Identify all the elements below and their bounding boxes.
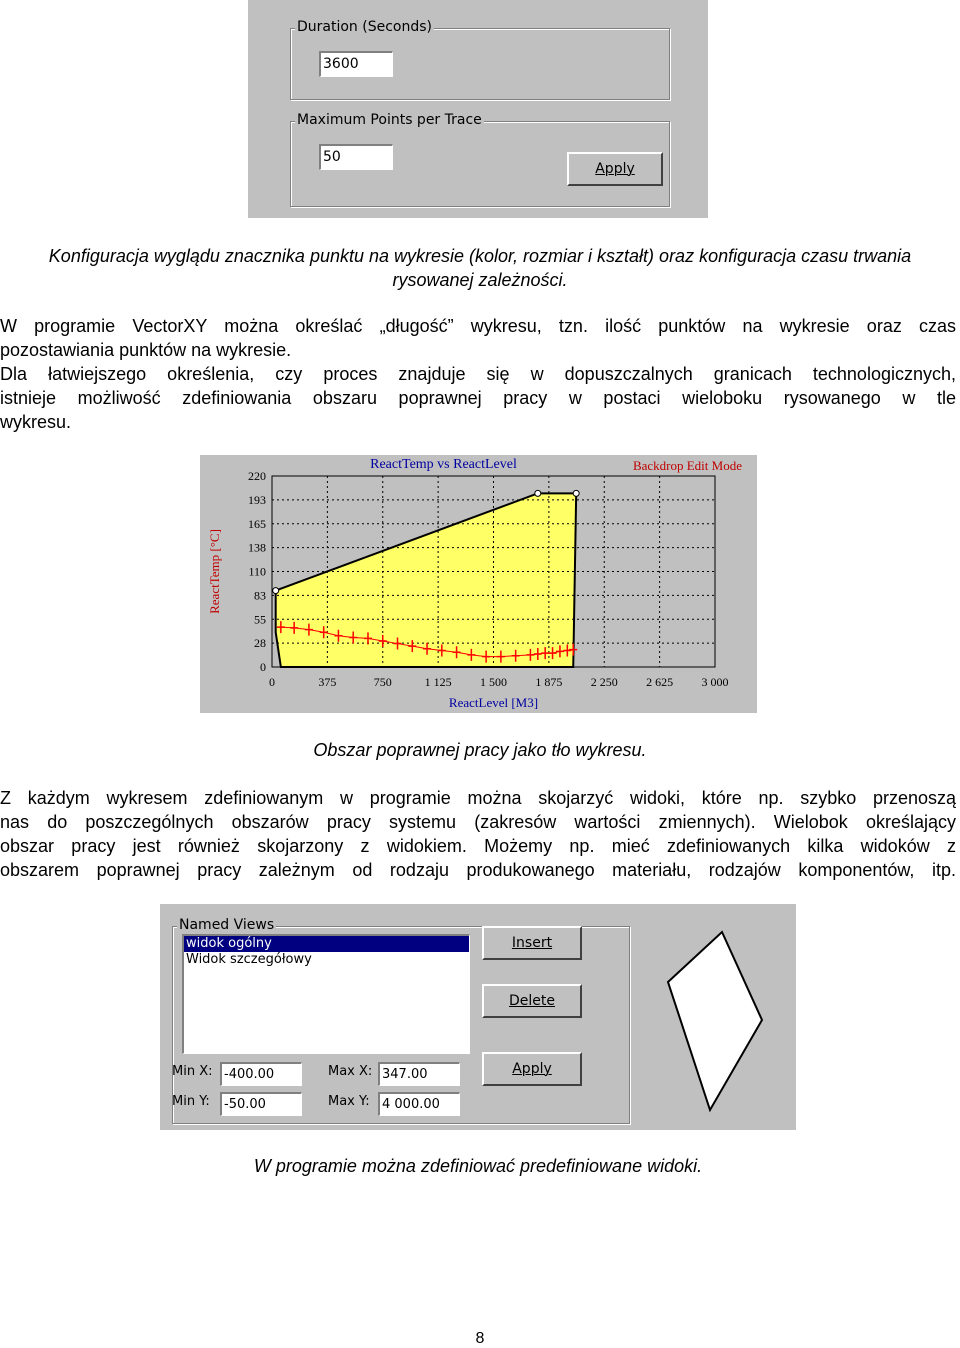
y-axis-label: ReactTemp [°C] <box>207 529 222 614</box>
x-tick-label: 750 <box>373 675 392 689</box>
y-tick-label: 55 <box>254 612 266 627</box>
y-tick-label: 193 <box>248 492 266 507</box>
duration-group <box>290 19 670 100</box>
list-item[interactable]: Widok szczegółowy <box>186 952 312 967</box>
chart-svg <box>200 455 757 713</box>
y-tick-label: 110 <box>248 564 266 579</box>
max-y-input[interactable]: 4 000.00 <box>378 1092 460 1116</box>
named-views-dialog <box>160 904 796 1130</box>
min-y-input[interactable]: -50.00 <box>220 1092 302 1116</box>
paragraph-line: istnieje możliwość zdefiniowania obszaru poprawnej pracy w postaci wieloboku rysowanego w tle <box>0 388 956 408</box>
x-tick-label: 1 500 <box>480 675 507 689</box>
paragraph-vectorxy <box>0 314 956 434</box>
x-axis-label: ReactLevel [M3] <box>448 695 539 710</box>
named-views-label: Named Views <box>179 917 275 933</box>
polygon-vertex-handle <box>273 588 279 594</box>
view-polygon-shape <box>668 932 762 1110</box>
apply-button-label: Apply <box>595 161 635 177</box>
x-tick-label: 2 625 <box>646 675 674 689</box>
chart-title: ReactTemp vs ReactLevel <box>370 457 517 472</box>
caption-predefined-views: W programie można zdefiniować predefiniowane widoki. <box>253 1156 703 1176</box>
paragraph-line: wykresu. <box>0 412 72 432</box>
x-tick-label: 0 <box>269 675 275 689</box>
view-polygon-preview <box>646 910 776 1124</box>
paragraph-line: Z każdym wykresem zdefiniowanym w programie można skojarzyć widoki, które np. szybko przenoszą <box>0 788 956 808</box>
paragraph-line: pozostawiania punktów na wykresie. <box>0 340 292 360</box>
page-number: 8 <box>475 1330 485 1347</box>
x-tick-label: 3 000 <box>701 675 729 689</box>
x-tick-label: 1 125 <box>424 675 452 689</box>
list-item[interactable]: widok ogólny <box>184 936 469 952</box>
max-x-label: Max X: <box>328 1064 373 1079</box>
paragraph-line: obszar pracy jest również skojarzony z widokiem. Możemy np. mieć zdefiniowanych kilka widoków z <box>0 836 956 856</box>
y-tick-label: 220 <box>248 469 266 483</box>
y-tick-label: 138 <box>248 540 266 555</box>
views-listbox[interactable] <box>182 934 470 1054</box>
polygon-vertex-handle <box>535 490 541 496</box>
polygon-vertex-handle <box>573 490 579 496</box>
caption-marker-config: Konfiguracja wyglądu znacznika punktu na wykresie (kolor, rozmiar i kształt) oraz konfiguracja czasu trwania rysowanej zależności. <box>48 246 912 290</box>
min-x-label: Min X: <box>172 1064 213 1079</box>
insert-button-label: Insert <box>511 935 553 951</box>
apply-view-button[interactable] <box>482 1052 582 1086</box>
min-x-input[interactable]: -400.00 <box>220 1062 302 1086</box>
x-tick-label: 1 875 <box>535 675 563 689</box>
duration-settings-dialog <box>248 0 708 218</box>
min-y-label: Min Y: <box>172 1094 210 1109</box>
delete-button-label: Delete <box>509 993 555 1009</box>
paragraph-line: Dla łatwiejszego określenia, czy proces znajduje się w dopuszczalnych granicach technologicznych, <box>0 364 956 384</box>
delete-button[interactable] <box>482 984 582 1018</box>
mode-label: Backdrop Edit Mode <box>632 458 742 473</box>
react-temp-chart <box>200 455 757 713</box>
max-y-label: Max Y: <box>328 1094 370 1109</box>
apply-button[interactable] <box>567 152 663 186</box>
max-x-input[interactable]: 347.00 <box>378 1062 460 1086</box>
y-tick-label: 28 <box>254 636 266 651</box>
apply-view-button-label: Apply <box>512 1061 552 1077</box>
paragraph-line: nas do poszczególnych obszarów pracy systemu (zakresów wartości zmiennych). Wielobok określający <box>0 812 956 832</box>
x-tick-label: 2 250 <box>590 675 618 689</box>
y-tick-label: 0 <box>260 660 266 674</box>
paragraph-line: obszarem poprawnej pracy zależnym od rodzaju produkowanego materiału, rodzajów komponentów, itp. <box>0 860 956 880</box>
caption-backdrop: Obszar poprawnej pracy jako tło wykresu. <box>313 740 647 760</box>
paragraph-views <box>0 786 956 882</box>
y-tick-label: 83 <box>254 588 266 603</box>
y-tick-label: 165 <box>248 516 266 531</box>
duration-label: Duration (Seconds) <box>297 19 432 35</box>
x-tick-label: 375 <box>318 675 337 689</box>
insert-button[interactable] <box>482 926 582 960</box>
max-points-group <box>290 112 670 207</box>
max-points-input[interactable]: 50 <box>319 144 393 170</box>
paragraph-line: W programie VectorXY można określać „długość” wykresu, tzn. ilość punktów na wykresie oraz czas <box>0 316 956 336</box>
duration-input[interactable]: 3600 <box>319 51 393 77</box>
max-points-label: Maximum Points per Trace <box>297 112 482 128</box>
